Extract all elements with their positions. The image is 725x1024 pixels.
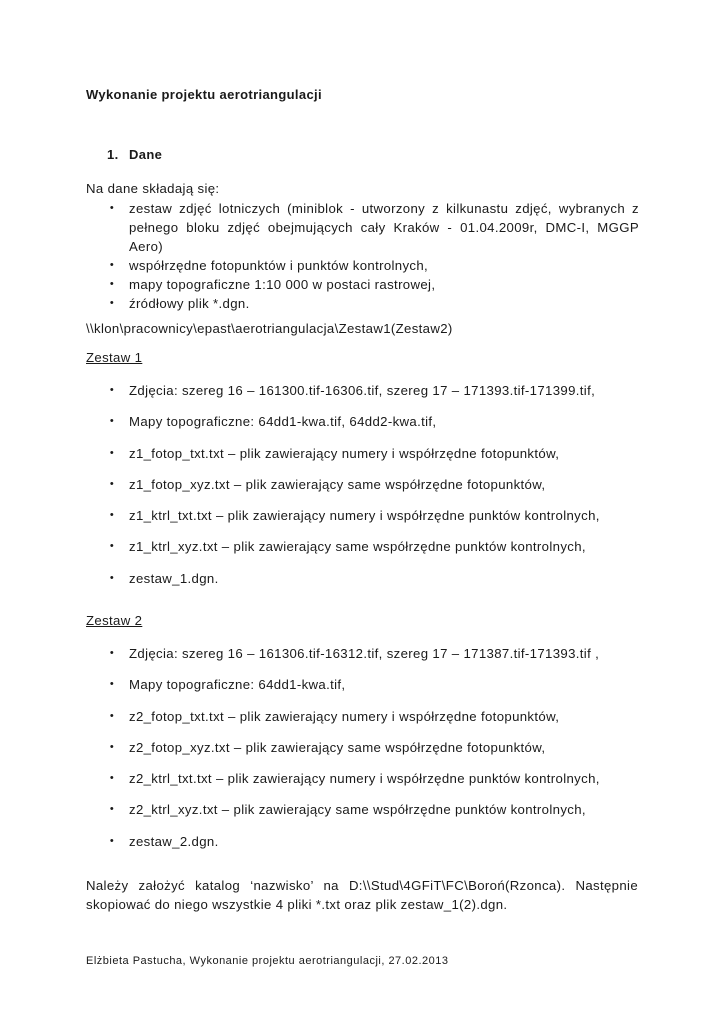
bullet-icon: • [109,297,115,309]
list-item [107,675,667,706]
list-item [107,381,667,412]
set2-list [107,644,667,863]
closing-paragraph: Należy założyć katalog ‘nazwisko’ na D:\\Stud\4GFiT\FC\Boroń(Rzonca). Następnie skopiować do niego wszystkie 4 pliki *.txt oraz plik zestaw_1(2).dgn. [86,878,638,912]
list-item [107,412,667,443]
bullet-icon: • [109,259,115,271]
bullet-icon: • [109,202,115,214]
bullet-icon: • [109,647,115,659]
list-item-text: Zdjęcia: szereg 16 – 161306.tif-16312.tif, szereg 17 – 171387.tif-171393.tif , [129,646,600,661]
bullet-icon: • [109,509,115,522]
section-title: Dane [129,147,163,162]
list-item [107,294,639,313]
bullet-icon: • [109,384,115,396]
list-item [107,832,667,863]
list-item [107,738,667,769]
list-item-text: z1_ktrl_txt.txt – plik zawierający numery i współrzędne punktów kontrolnych, [129,508,600,524]
list-item-text: z2_ktrl_xyz.txt – plik zawierający same współrzędne punktów kontrolnych, [129,802,586,818]
bullet-icon: • [109,415,115,428]
list-item-text: z2_ktrl_txt.txt – plik zawierający numery i współrzędne punktów kontrolnych, [129,771,600,787]
list-item [107,537,667,568]
bullet-icon: • [109,772,115,785]
list-item [107,644,667,675]
bullet-icon: • [109,278,115,290]
set1-list [107,381,667,600]
bullet-icon: • [109,571,115,584]
list-item-text: mapy topograficzne 1:10 000 w postaci rastrowej, [129,277,436,292]
bullet-icon: • [109,446,115,459]
list-item [107,275,639,294]
list-item [107,506,667,537]
section-number: 1. [107,147,119,162]
list-item-text: źródłowy plik *.dgn. [129,296,250,311]
document-title: Wykonanie projektu aerotriangulacji [86,87,322,102]
bullet-icon: • [109,540,115,553]
network-path: \\klon\pracownicy\epast\aerotriangulacja\Zestaw1(Zestaw2) [86,321,453,336]
bullet-icon: • [109,740,115,753]
bullet-icon: • [109,477,115,490]
list-item [107,475,667,506]
list-item [107,707,667,738]
list-item [107,800,667,831]
list-item-text: zestaw zdjęć lotniczych (miniblok - utworzony z kilkunastu zdjęć, wybranych z pełnego bloku zdjęć obejmujących cały Kraków - 01.04.2009r, DMC-I, MGGP Aero) [129,201,639,254]
set2-heading: Zestaw 2 [86,613,143,628]
bullet-icon: • [109,803,115,816]
bullet-icon: • [109,678,115,691]
section-heading [107,147,162,162]
list-item-text: z2_fotop_xyz.txt – plik zawierający same współrzędne fotopunktów, [129,739,546,755]
list-item [107,256,639,275]
list-item [107,444,667,475]
list-item [107,769,667,800]
set1-heading: Zestaw 1 [86,350,143,365]
list-item-text: Mapy topograficzne: 64dd1-kwa.tif, [129,677,346,693]
bullet-icon: • [109,834,115,847]
intro-text: Na dane składają się: [86,181,220,196]
list-item-text: Zdjęcia: szereg 16 – 161300.tif-16306.tif, szereg 17 – 171393.tif-171399.tif, [129,383,596,398]
list-item-text: zestaw_2.dgn. [129,833,219,849]
list-item-text: z2_fotop_txt.txt – plik zawierający numery i współrzędne fotopunktów, [129,708,560,724]
list-item [107,569,667,600]
list-item-text: zestaw_1.dgn. [129,570,219,586]
list-item-text: współrzędne fotopunktów i punktów kontrolnych, [129,258,429,273]
list-item-text: Mapy topograficzne: 64dd1-kwa.tif, 64dd2-kwa.tif, [129,414,437,430]
data-items-list [107,199,639,313]
list-item [107,199,639,256]
page-footer: Elżbieta Pastucha, Wykonanie projektu aerotriangulacji, 27.02.2013 [86,955,449,967]
list-item-text: z1_ktrl_xyz.txt – plik zawierający same współrzędne punktów kontrolnych, [129,539,586,555]
list-item-text: z1_fotop_txt.txt – plik zawierający numery i współrzędne fotopunktów, [129,445,560,461]
list-item-text: z1_fotop_xyz.txt – plik zawierający same współrzędne fotopunktów, [129,476,546,492]
bullet-icon: • [109,709,115,722]
